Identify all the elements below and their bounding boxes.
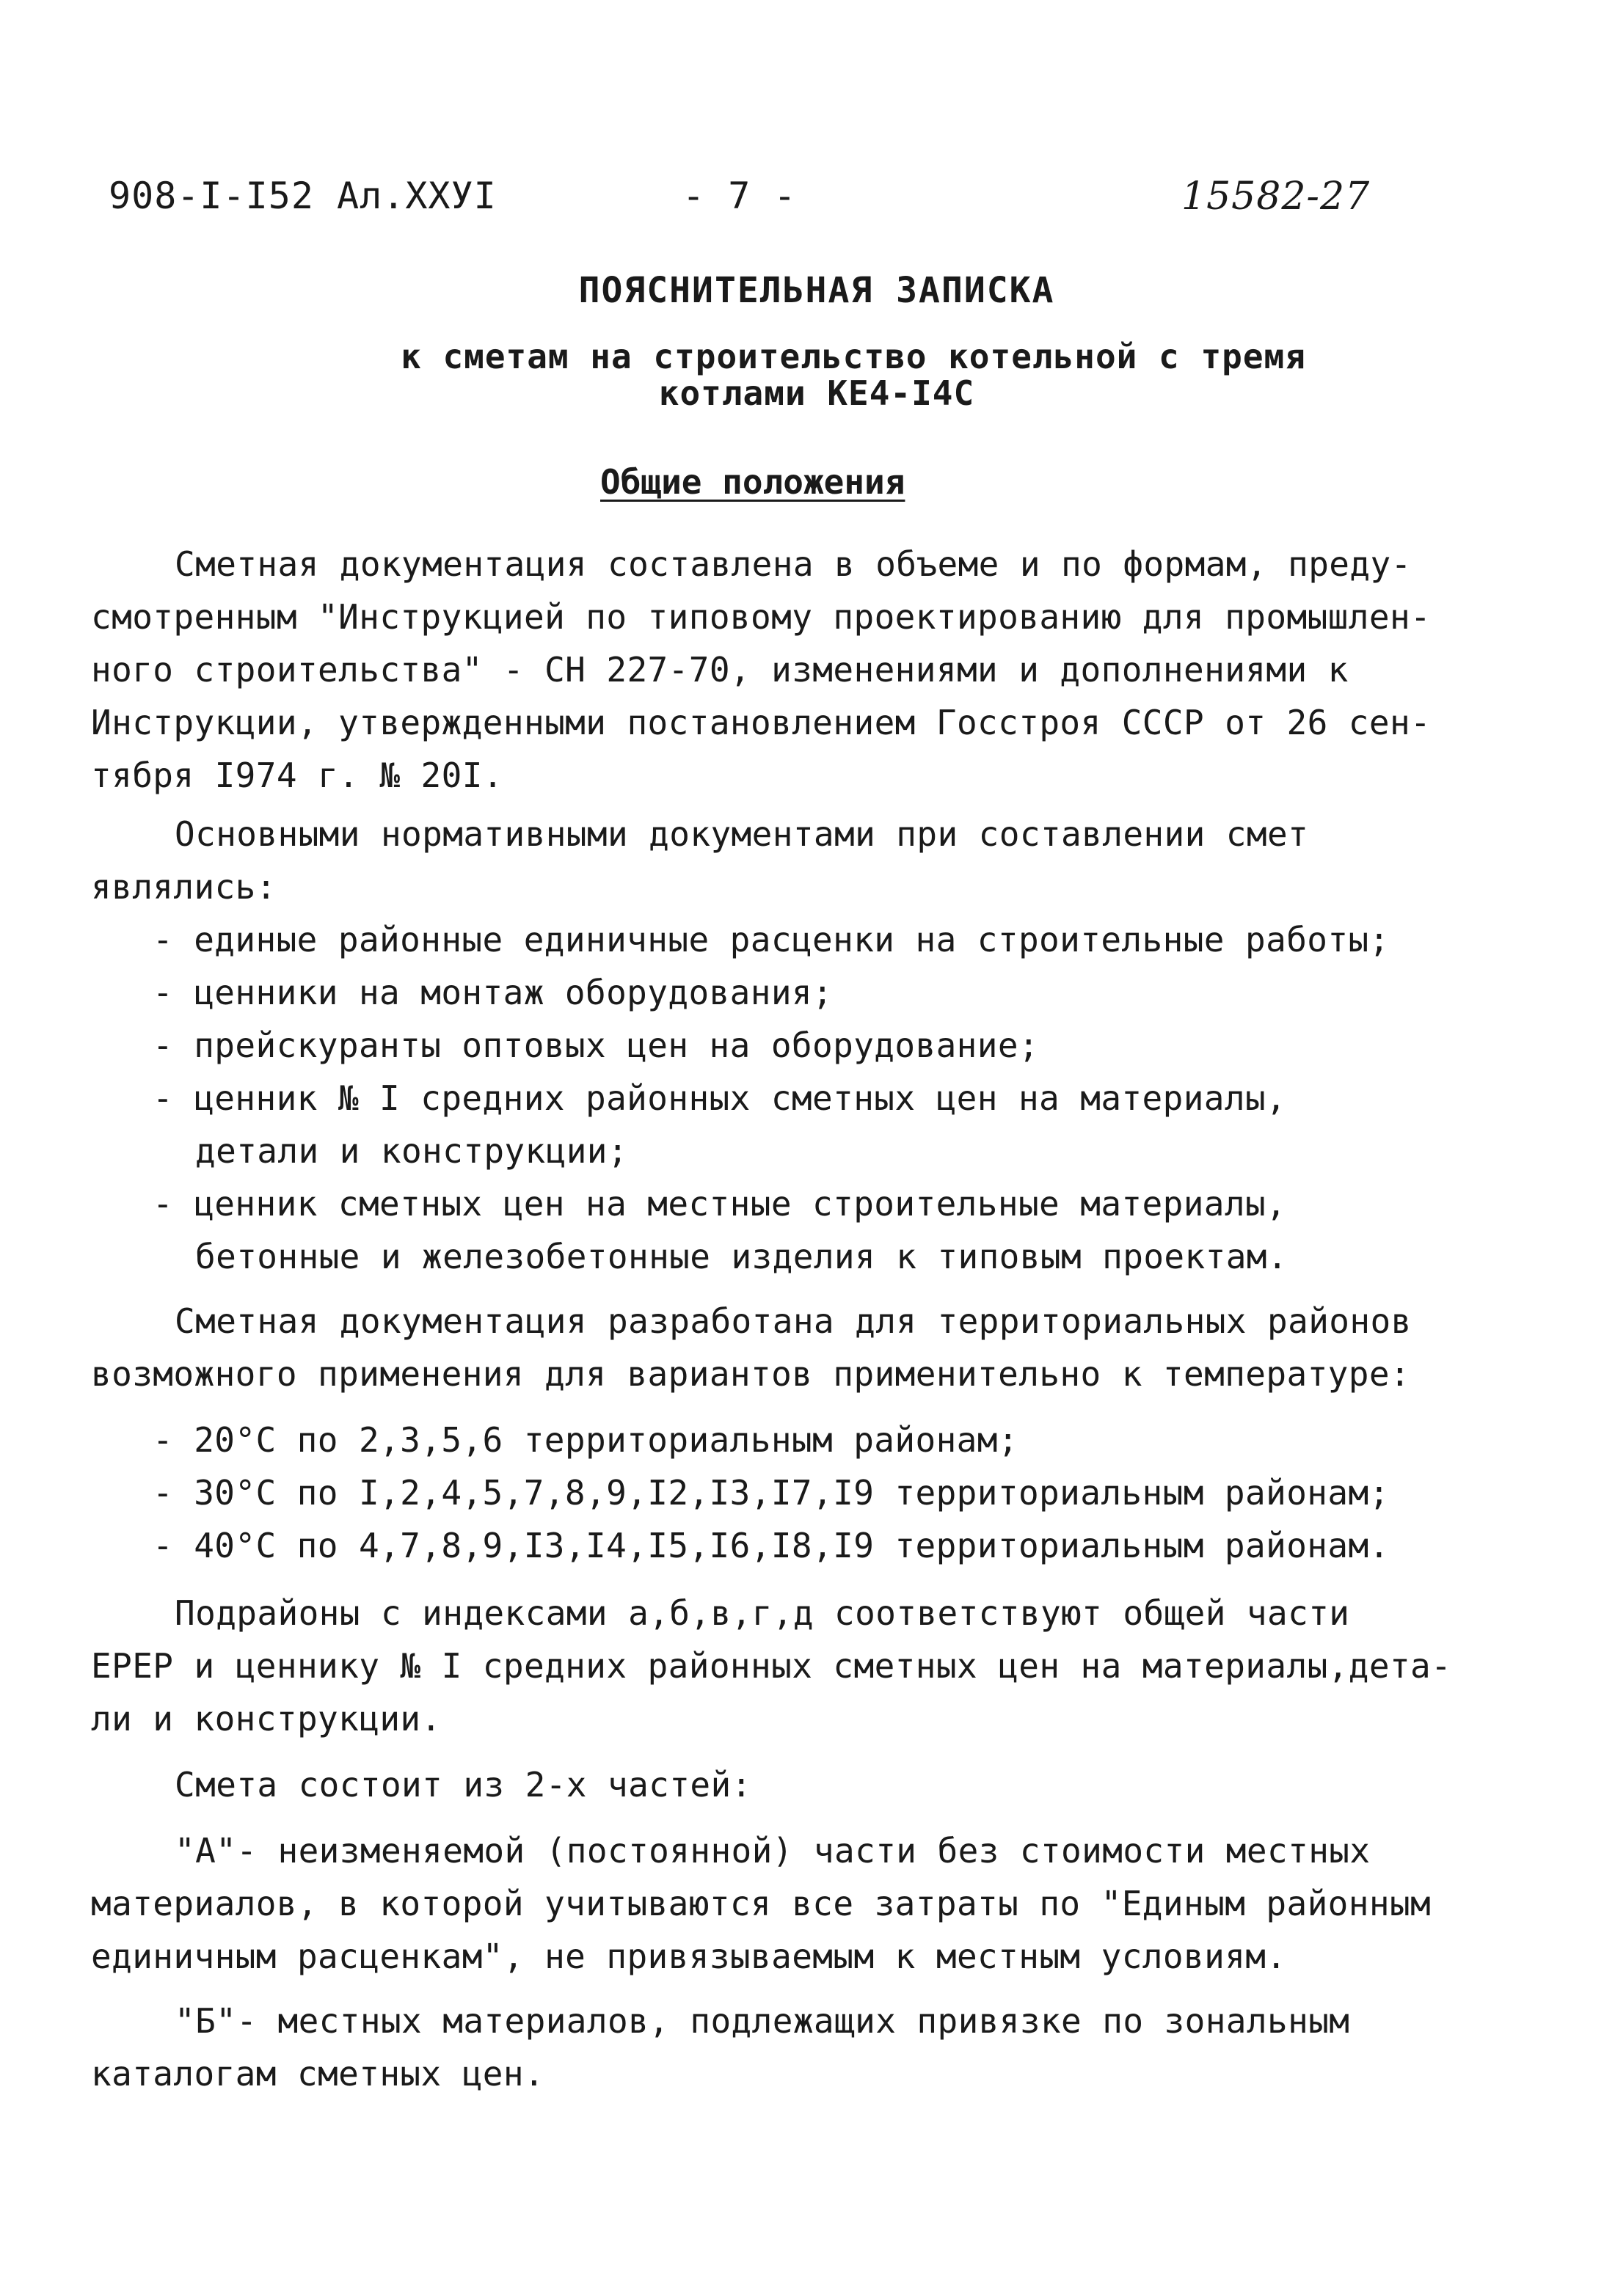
list-item-continuation: детали и конструкции;: [195, 1131, 628, 1171]
paragraph-line: материалов, в которой учитываются все затраты по "Единым районным: [91, 1884, 1432, 1923]
list-item: - 30°С по I,2,4,5,7,8,9,I2,I3,I7,I9 территориальным районам;: [153, 1473, 1390, 1513]
paragraph-line: Сметная документация разработана для территориальных районов: [175, 1301, 1412, 1341]
paragraph-line: единичным расценкам", не привязываемым к местным условиям.: [91, 1937, 1287, 1976]
document-subtitle-line-1: к сметам на строительство котельной с тремя: [401, 337, 1306, 376]
document-title: ПОЯСНИТЕЛЬНАЯ ЗАПИСКА: [578, 270, 1055, 311]
paragraph-line: "Б"- местных материалов, подлежащих привязке по зональным: [175, 2001, 1350, 2041]
paragraph-line: являлись:: [91, 867, 277, 907]
document-code: 908-I-I52 Ал.XXУI: [109, 175, 497, 217]
paragraph-line: возможного применения для вариантов применительно к температуре:: [91, 1354, 1411, 1394]
list-item: - ценник сметных цен на местные строительные материалы,: [153, 1184, 1287, 1224]
paragraph-line: ЕРЕР и ценнику № I средних районных сметных цен на материалы,дета-: [91, 1646, 1452, 1686]
paragraph-line: Основными нормативными документами при составлении смет: [175, 814, 1309, 854]
paragraph-line: каталогам сметных цен.: [91, 2054, 545, 2094]
document-subtitle-line-2: котлами КЕ4-I4С: [658, 373, 975, 413]
section-heading: Общие положения: [600, 462, 905, 502]
list-item: - 40°С по 4,7,8,9,I3,I4,I5,I6,I8,I9 территориальным районам.: [153, 1526, 1390, 1565]
paragraph-line: ного строительства" - СН 227-70, изменениями и дополнениями к: [91, 650, 1349, 690]
list-item-continuation: бетонные и железобетонные изделия к типовым проектам.: [195, 1237, 1288, 1276]
paragraph-line: Инструкции, утвержденными постановлением Госстроя СССР от 26 сен-: [91, 703, 1432, 742]
paragraph-line: Смета состоит из 2-х частей:: [175, 1765, 752, 1805]
paragraph-line: Сметная документация составлена в объеме и по формам, преду-: [175, 544, 1412, 584]
paragraph-line: Подрайоны с индексами а,б,в,г,д соответствуют общей части: [175, 1593, 1350, 1633]
archive-number: 15582-27: [1181, 175, 1371, 219]
paragraph-line: "А"- неизменяемой (постоянной) части без стоимости местных: [175, 1831, 1371, 1871]
list-item: - единые районные единичные расценки на строительные работы;: [153, 920, 1390, 959]
list-item: - прейскуранты оптовых цен на оборудование;: [153, 1025, 1040, 1065]
list-item: - ценники на монтаж оборудования;: [153, 973, 834, 1012]
paragraph-line: смотренным "Инструкцией по типовому проектированию для промышлен-: [91, 597, 1432, 637]
list-item: - 20°С по 2,3,5,6 территориальным районам;: [153, 1420, 1018, 1460]
list-item: - ценник № I средних районных сметных цен на материалы,: [153, 1078, 1287, 1118]
paragraph-line: ли и конструкции.: [91, 1699, 442, 1739]
page-number: - 7 -: [682, 175, 797, 217]
paragraph-line: тября I974 г. № 20I.: [91, 756, 503, 795]
